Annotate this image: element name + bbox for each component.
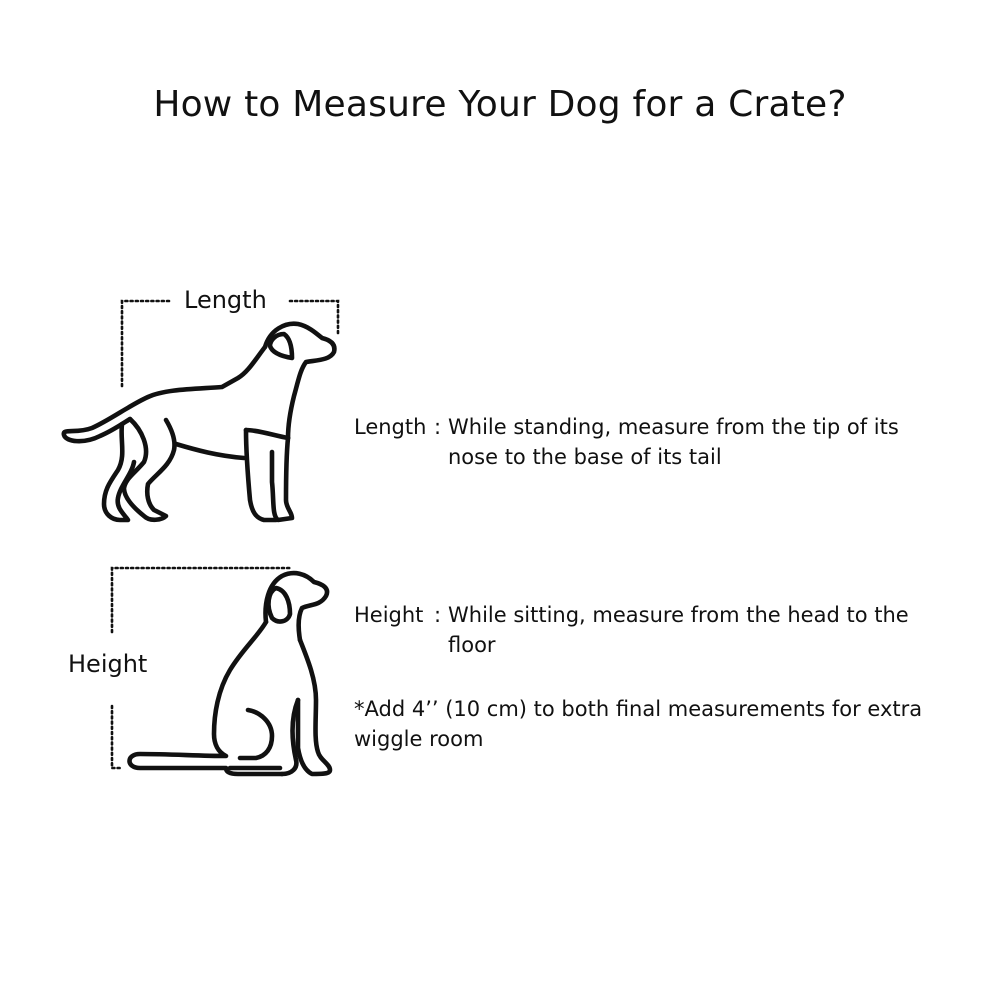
length-description: While standing, measure from the tip of its nose to the base of its tail: [448, 415, 899, 469]
height-term: Height: [354, 603, 424, 627]
height-separator: :: [434, 603, 442, 627]
sitting-dog-icon: [130, 573, 331, 774]
standing-dog-icon: [64, 324, 335, 520]
height-dimension-label: Height: [68, 650, 148, 678]
length-separator: :: [434, 415, 442, 439]
length-dimension-label: Length: [184, 286, 267, 314]
page-title: How to Measure Your Dog for a Crate?: [153, 84, 847, 125]
extra-room-note: *Add 4’’ (10 cm) to both final measurements for extra wiggle room: [354, 697, 923, 751]
height-description: While sitting, measure from the head to the floor: [448, 603, 909, 657]
length-term: Length: [354, 415, 427, 439]
